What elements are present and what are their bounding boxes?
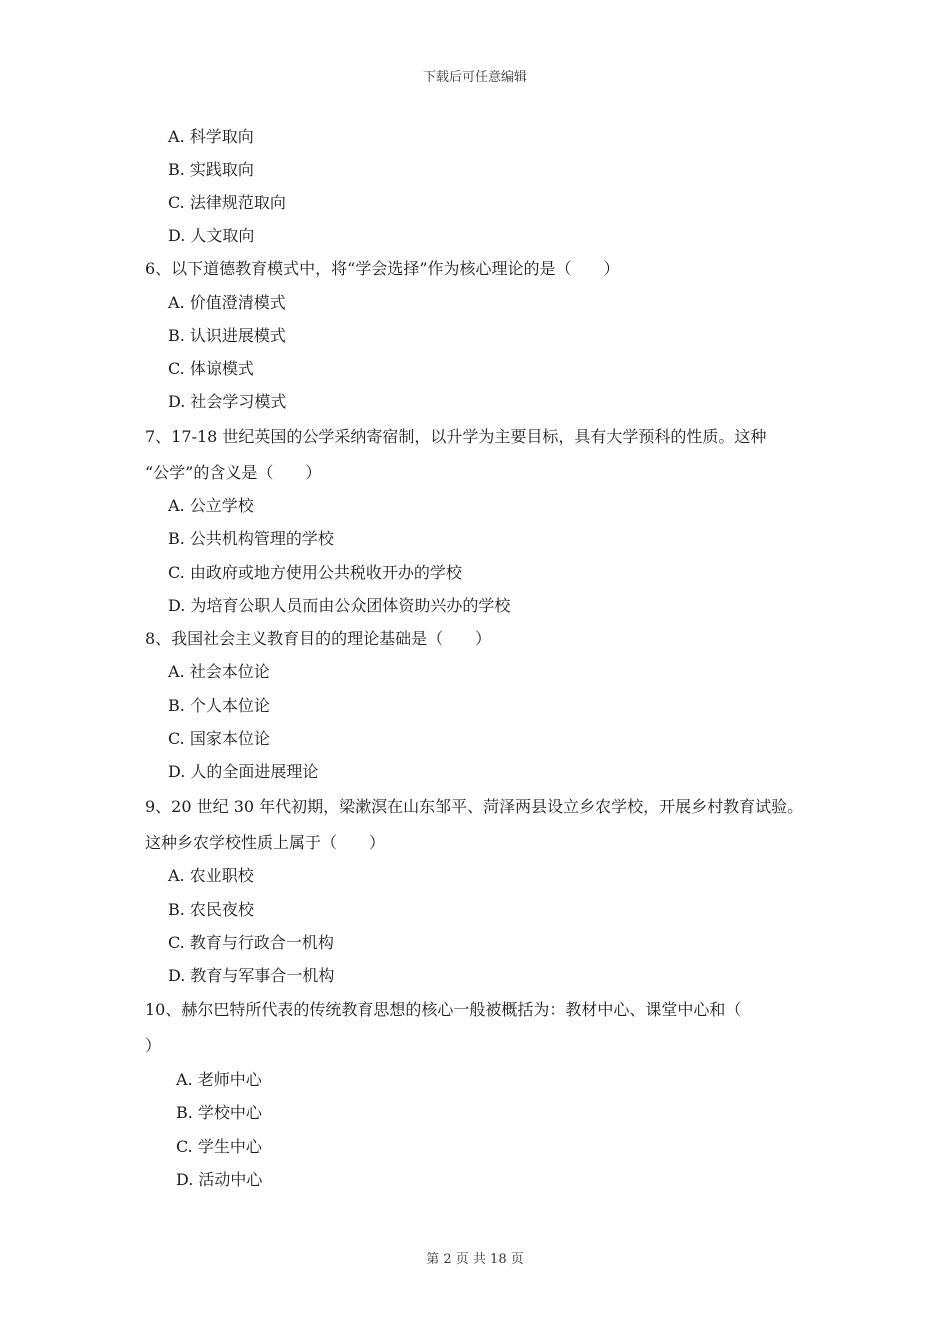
q7-option-b: B. 公共机构管理的学校 [168,529,334,548]
q10-option-d: D. 活动中心 [176,1170,263,1189]
q9-option-b: B. 农民夜校 [168,900,254,919]
q5-option-d: D. 人文取向 [168,226,255,245]
q6-option-b: B. 认识进展模式 [168,326,286,345]
q9-option-c: C. 教育与行政合一机构 [168,933,334,952]
q8-stem: 8、我国社会主义教育目的的理论基础是（ ） [145,629,492,648]
q7-stem-line2: “公学”的含义是（ ） [145,463,322,482]
q8-option-c: C. 国家本位论 [168,729,270,748]
q10-option-c: C. 学生中心 [176,1137,262,1156]
q7-option-a: A. 公立学校 [168,496,254,515]
q5-option-b: B. 实践取向 [168,160,254,179]
q10-stem-line2: ） [145,1036,162,1055]
q6-option-c: C. 体谅模式 [168,359,254,378]
q7-option-d: D. 为培育公职人员而由公众团体资助兴办的学校 [168,596,511,615]
q5-option-c: C. 法律规范取向 [168,193,286,212]
q9-option-a: A. 农业职校 [168,866,254,885]
q10-option-a: A. 老师中心 [176,1070,262,1089]
q10-stem-line1: 10、赫尔巴特所代表的传统教育思想的核心一般被概括为：教材中心、课堂中心和（ [145,1000,742,1019]
q8-option-a: A. 社会本位论 [168,662,270,681]
q8-option-d: D. 人的全面进展理论 [168,762,319,781]
page-footer: 第 2 页 共 18 页 [426,1252,524,1267]
q10-option-b: B. 学校中心 [176,1103,262,1122]
q9-option-d: D. 教育与军事合一机构 [168,966,335,985]
q6-stem: 6、以下道德教育模式中，将“学会选择”作为核心理论的是（ ） [145,259,620,278]
q7-stem-line1: 7、17-18 世纪英国的公学采纳寄宿制，以升学为主要目标，具有大学预科的性质。这种 [145,427,767,446]
q9-stem-line2: 这种乡农学校性质上属于（ ） [145,833,386,852]
q8-option-b: B. 个人本位论 [168,696,270,715]
q7-option-c: C. 由政府或地方使用公共税收开办的学校 [168,563,462,582]
q6-option-a: A. 价值澄清模式 [168,293,286,312]
q6-option-d: D. 社会学习模式 [168,392,287,411]
page-header: 下载后可任意编辑 [422,70,527,85]
q9-stem-line1: 9、20 世纪 30 年代初期，梁漱溟在山东邹平、菏泽两县设立乡农学校，开展乡村教育试验。 [145,797,804,816]
q5-option-a: A. 科学取向 [168,127,254,146]
